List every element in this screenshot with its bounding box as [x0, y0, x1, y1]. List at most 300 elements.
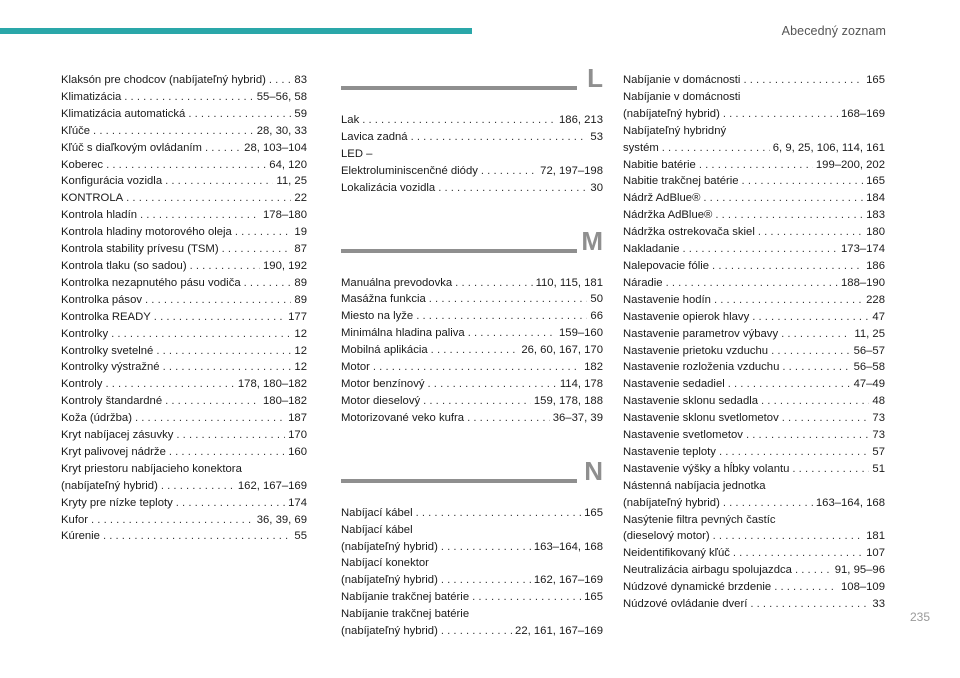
index-term: Kontroly štandardné [61, 395, 163, 408]
page-reference-link[interactable]: 173–174 [841, 243, 885, 256]
page-reference-link[interactable]: 19 [294, 226, 307, 239]
page-reference-link[interactable]: 190, 192 [263, 259, 307, 272]
dot-leader [441, 539, 531, 556]
dot-leader [728, 376, 851, 393]
page-header-title: Abecedný zoznam [781, 24, 886, 38]
dot-leader [662, 140, 770, 157]
index-term: (nabíjateľný hybrid) [61, 479, 158, 492]
dot-leader [743, 72, 863, 89]
page-reference-link[interactable]: 174 [288, 496, 307, 509]
dot-leader [373, 359, 581, 376]
page-reference-link[interactable]: 181 [866, 530, 885, 543]
index-entry [61, 512, 307, 529]
index-entry-line [623, 292, 885, 309]
index-entry [61, 258, 307, 275]
index-entry [623, 478, 885, 512]
index-entry [623, 562, 885, 579]
index-term: Nasýtenie filtra pevných častíc [623, 513, 776, 526]
dot-leader [723, 495, 813, 512]
index-term: Nalepovacie fólie [623, 259, 710, 272]
index-entry [623, 123, 885, 157]
page-reference-link[interactable]: 159, 178, 188 [533, 394, 603, 407]
page-reference-link[interactable]: 110, 115, 181 [535, 276, 603, 289]
page-reference-link[interactable]: 12 [294, 361, 307, 374]
index-entry-line [61, 376, 307, 393]
dot-leader [235, 224, 292, 241]
index-term: Kontrolky svetelné [61, 344, 154, 357]
index-entry-line [623, 241, 885, 258]
dot-leader [429, 291, 588, 308]
index-term: KONTROLA [61, 192, 124, 205]
page-reference-link[interactable]: 177 [288, 310, 307, 323]
dot-leader [699, 157, 813, 174]
index-term: Neutralizácia airbagu spolujazdca [623, 564, 792, 577]
index-entry-line [341, 623, 603, 640]
index-entry [61, 326, 307, 343]
page-reference-link[interactable]: 186, 213 [559, 114, 603, 126]
index-entry [61, 89, 307, 106]
index-term: Nakladanie [623, 243, 680, 256]
index-entry-line [341, 146, 603, 163]
index-entry-line [623, 427, 885, 444]
index-term: Kryt palivovej nádrže [61, 445, 166, 458]
index-entry [623, 376, 885, 393]
dot-leader [441, 572, 531, 589]
index-term: Kľúč s diaľkovým ovládaním [61, 141, 202, 154]
page-reference-link[interactable]: 6, 9, 25, 106, 114, 161 [772, 141, 885, 154]
index-term: Nastavenie opierok hlavy [623, 310, 750, 323]
page-reference-link[interactable]: 182 [584, 361, 603, 374]
page-reference-link[interactable]: 91, 95–96 [834, 564, 885, 577]
index-section [341, 455, 603, 640]
page-reference-link[interactable]: 28, 103–104 [244, 141, 307, 154]
index-entry [61, 528, 307, 545]
dot-leader [733, 545, 863, 562]
dot-leader [752, 309, 869, 326]
page-reference-link[interactable]: 59 [294, 107, 307, 120]
dot-leader [714, 292, 863, 309]
page-reference-link[interactable]: 83 [294, 74, 307, 86]
page-reference-link[interactable]: 53 [590, 130, 603, 143]
index-entry-line [61, 173, 307, 190]
dot-leader [781, 326, 851, 343]
index-term: Nádržka AdBlue® [623, 209, 713, 222]
index-term: Mobilná aplikácia [341, 344, 428, 357]
page-reference-link[interactable]: 89 [294, 293, 307, 306]
index-entry-line [341, 308, 603, 325]
index-entry-line [61, 140, 307, 157]
index-column-1 [61, 72, 307, 545]
index-entry [341, 180, 603, 197]
dot-leader [111, 326, 291, 343]
page-reference-link[interactable]: 26, 60, 167, 170 [521, 344, 603, 357]
page-reference-link[interactable]: 48 [872, 395, 885, 408]
index-term: (nabíjateľný hybrid) [341, 540, 438, 553]
index-term: Nabíjanie v domácnosti [623, 90, 741, 103]
index-term: Kontrola hladiny motorového oleja [61, 226, 232, 239]
index-entry [623, 224, 885, 241]
page-reference-link[interactable]: 57 [872, 445, 885, 458]
index-entry-line [623, 410, 885, 427]
page-reference-link[interactable]: 162, 167–169 [533, 574, 603, 587]
page-reference-link[interactable]: 56–57 [853, 344, 885, 357]
index-entry-line [61, 444, 307, 461]
page-reference-link[interactable]: 178, 180–182 [237, 378, 307, 391]
index-entry [61, 376, 307, 393]
index-entry-line [61, 106, 307, 123]
index-section [341, 225, 603, 427]
section-letter: M [581, 225, 603, 256]
index-term: Nastavenie hodín [623, 293, 711, 306]
index-term: Nabíjací kábel [341, 523, 413, 536]
index-entry [341, 393, 603, 410]
index-term: Núdzové ovládanie dverí [623, 598, 748, 611]
index-entry [623, 173, 885, 190]
index-entry [623, 258, 885, 275]
index-term: Nádržka ostrekovača skiel [623, 226, 755, 239]
index-term: Masážna funkcia [341, 293, 426, 306]
index-term: Náradie [623, 276, 663, 289]
page-reference-link[interactable]: 108–109 [841, 581, 885, 594]
index-term: Neidentifikovaný kľúč [623, 547, 730, 560]
index-term: Kontroly [61, 378, 103, 391]
dot-leader [222, 241, 292, 258]
page-reference-link[interactable]: 12 [294, 327, 307, 340]
index-term: Nastavenie rozloženia vzduchu [623, 361, 780, 374]
dot-leader [467, 410, 550, 427]
index-term: Motor [341, 361, 370, 374]
index-term: Konfigurácia vozidla [61, 175, 163, 188]
index-entry-line [623, 579, 885, 596]
page-reference-link[interactable]: 36–37, 39 [552, 411, 603, 424]
index-entry-line [341, 359, 603, 376]
page-reference-link[interactable]: 199–200, 202 [815, 158, 885, 171]
page-reference-link[interactable]: 73 [872, 429, 885, 442]
index-term: (nabíjateľný hybrid) [623, 496, 720, 509]
page-reference-link[interactable]: 11, 25 [854, 327, 885, 340]
dot-leader [106, 157, 266, 174]
dot-leader [771, 343, 851, 360]
page-reference-link[interactable]: 87 [294, 243, 307, 256]
dot-leader [145, 292, 291, 309]
index-entry-line [341, 275, 603, 292]
index-entry-line [341, 555, 603, 572]
page-number: 235 [909, 610, 930, 624]
index-entry-line [61, 72, 307, 89]
page-reference-link[interactable]: 64, 120 [269, 158, 307, 171]
index-entry [61, 241, 307, 258]
index-entry-line [341, 163, 603, 180]
index-term: Nastavenie parametrov výbavy [623, 327, 779, 340]
index-term: Nabíjací kábel [341, 506, 413, 519]
index-entry-line [341, 606, 603, 623]
page-reference-link[interactable]: 178–180 [263, 209, 307, 222]
page-reference-link[interactable]: 72, 197–198 [540, 164, 603, 177]
index-term: Motor benzínový [341, 377, 425, 390]
index-entry [341, 325, 603, 342]
dot-leader [165, 173, 273, 190]
dot-leader [423, 393, 531, 410]
dot-leader [774, 579, 838, 596]
page-reference-link[interactable]: 50 [590, 293, 603, 306]
index-entry [61, 393, 307, 410]
page-reference-link[interactable]: 163–164, 168 [533, 540, 603, 553]
index-entry-line [623, 157, 885, 174]
index-entry [61, 173, 307, 190]
index-entry [61, 207, 307, 224]
index-entry-line [61, 190, 307, 207]
page-reference-link[interactable]: 55 [294, 530, 307, 543]
section-divider [341, 249, 577, 253]
index-entry-line [623, 343, 885, 360]
dot-leader [795, 562, 832, 579]
index-entry-line [341, 589, 603, 606]
index-entry-line [61, 258, 307, 275]
index-entry-line [623, 275, 885, 292]
index-term: systém [623, 141, 659, 154]
page-reference-link[interactable]: 180–182 [263, 395, 307, 408]
index-entry [623, 512, 885, 546]
section-header [341, 63, 603, 108]
page-reference-link[interactable]: 180 [866, 226, 885, 239]
index-entry-line [623, 326, 885, 343]
index-term: Núdzové dynamické brzdenie [623, 581, 772, 594]
dot-leader [93, 123, 254, 140]
page-reference-link[interactable]: 114, 178 [559, 377, 603, 390]
index-entry [341, 112, 603, 129]
page-reference-link[interactable]: 89 [294, 276, 307, 289]
page-reference-link[interactable]: 162, 167–169 [237, 479, 307, 492]
page-reference-link[interactable]: 165 [584, 591, 603, 604]
index-entry [341, 308, 603, 325]
index-entry [61, 461, 307, 495]
index-term: Nádrž AdBlue® [623, 192, 701, 205]
index-term: Elektroluminiscenčné diódy [341, 164, 478, 177]
page-reference-link[interactable]: 73 [872, 412, 885, 425]
dot-leader [481, 163, 537, 180]
index-entry [61, 410, 307, 427]
index-term: Nástenná nabíjacia jednotka [623, 479, 766, 492]
index-entry-line [341, 522, 603, 539]
page-reference-link[interactable]: 30 [590, 181, 603, 194]
index-entry-line [61, 241, 307, 258]
index-entry [341, 606, 603, 640]
index-entry-line [623, 444, 885, 461]
index-entry-line [623, 562, 885, 579]
dot-leader [154, 309, 285, 326]
index-entry-line [61, 343, 307, 360]
page-reference-link[interactable]: 22, 161, 167–169 [515, 625, 603, 638]
dot-leader [269, 72, 292, 89]
index-entry-line [61, 224, 307, 241]
page-reference-link[interactable]: 186 [866, 259, 885, 272]
index-entry [341, 555, 603, 589]
page-reference-link[interactable]: 160 [288, 445, 307, 458]
dot-leader [438, 180, 587, 197]
index-entry-line [61, 512, 307, 529]
index-term: Kľúče [61, 124, 91, 137]
page-reference-link[interactable]: 51 [872, 462, 885, 475]
index-term: Lak [341, 114, 360, 126]
page-reference-link[interactable]: 22 [294, 192, 307, 205]
index-entry [341, 359, 603, 376]
index-entry [61, 157, 307, 174]
page-reference-link[interactable]: 12 [294, 344, 307, 357]
index-entry-line [61, 461, 307, 478]
index-entry [623, 343, 885, 360]
index-term: Lavica zadná [341, 130, 408, 143]
index-term: Nastavenie teploty [623, 445, 716, 458]
index-entry-line [623, 309, 885, 326]
page-reference-link[interactable]: 168–169 [841, 107, 885, 120]
index-entry-line [623, 393, 885, 410]
index-entry-line [623, 72, 885, 89]
index-term: Kontrolky výstražné [61, 361, 160, 374]
dot-leader [428, 376, 557, 393]
index-term: Kryt nabíjacej zásuvky [61, 429, 174, 442]
page-reference-link[interactable]: 163–164, 168 [815, 496, 885, 509]
dot-leader [468, 325, 556, 342]
index-entry [623, 359, 885, 376]
index-term: Kontrolka READY [61, 310, 151, 323]
index-entry-line [341, 539, 603, 556]
index-entry-line [623, 224, 885, 241]
dot-leader [683, 241, 838, 258]
index-entry-line [623, 123, 885, 140]
dot-leader [163, 359, 292, 376]
index-entry [623, 461, 885, 478]
index-term: Manuálna prevodovka [341, 276, 453, 289]
page-reference-link[interactable]: 11, 25 [276, 175, 307, 188]
dot-leader [416, 308, 587, 325]
index-term: Nabitie batérie [623, 158, 696, 171]
index-entry [623, 427, 885, 444]
index-entry [61, 275, 307, 292]
page-reference-link[interactable]: 170 [288, 429, 307, 442]
index-term: Klimatizácia automatická [61, 107, 186, 120]
dot-leader [472, 589, 581, 606]
index-entry [623, 89, 885, 123]
dot-leader [126, 190, 291, 207]
index-term: Nabíjanie v domácnosti [623, 74, 741, 86]
index-entry [623, 157, 885, 174]
index-term: Nabitie trakčnej batérie [623, 175, 739, 188]
index-term: (nabíjateľný hybrid) [623, 107, 720, 120]
index-entry [623, 292, 885, 309]
index-section [341, 63, 603, 197]
index-term: Kufor [61, 513, 89, 526]
index-entry-line [623, 359, 885, 376]
page-reference-link[interactable]: 36, 39, 69 [256, 513, 307, 526]
index-entry-line [61, 123, 307, 140]
dot-leader [416, 505, 582, 522]
dot-leader [411, 129, 588, 146]
dot-leader [188, 106, 291, 123]
index-term: (nabíjateľný hybrid) [341, 625, 438, 638]
page-reference-link[interactable]: 188–190 [841, 276, 885, 289]
dot-leader [205, 140, 241, 157]
index-entry-line [341, 180, 603, 197]
index-entry [623, 545, 885, 562]
index-term: Nastavenie prietoku vzduchu [623, 344, 769, 357]
page-reference-link[interactable]: 47–49 [853, 378, 885, 391]
page-reference-link[interactable]: 159–160 [559, 327, 603, 340]
page-reference-link[interactable]: 56–58 [853, 361, 885, 374]
dot-leader [782, 410, 870, 427]
page-reference-link[interactable]: 165 [866, 175, 885, 188]
section-divider [341, 479, 577, 483]
index-term: Kontrola tlaku (so sadou) [61, 259, 187, 272]
index-entry [61, 343, 307, 360]
index-term: Kontrolka nezapnutého pásu vodiča [61, 276, 241, 289]
index-entry [61, 123, 307, 140]
index-term: Nabíjanie trakčnej batérie [341, 591, 470, 604]
index-entry-line [341, 112, 603, 129]
page-reference-link[interactable]: 47 [872, 310, 885, 323]
page-reference-link[interactable]: 66 [590, 310, 603, 323]
index-entry-line [341, 393, 603, 410]
index-term: Kontrolky [61, 327, 109, 340]
index-entry-line [623, 173, 885, 190]
dot-leader [156, 343, 291, 360]
index-entry [623, 275, 885, 292]
page-reference-link[interactable]: 33 [872, 598, 885, 611]
index-entry [61, 106, 307, 123]
index-term: Kryty pre nízke teploty [61, 496, 173, 509]
page-reference-link[interactable]: 28, 30, 33 [256, 124, 307, 137]
page-reference-link[interactable]: 165 [866, 74, 885, 86]
page-reference-link[interactable]: 187 [288, 412, 307, 425]
dot-leader [362, 112, 556, 129]
index-entry [61, 359, 307, 376]
index-term: Kontrola hladín [61, 209, 137, 222]
index-entry [61, 427, 307, 444]
page-reference-link[interactable]: 107 [866, 547, 885, 560]
index-entry [623, 72, 885, 89]
index-term: Lokalizácia vozidla [341, 181, 436, 194]
index-column-3 [623, 72, 885, 613]
dot-leader [723, 106, 838, 123]
index-entry-line [341, 505, 603, 522]
page-reference-link[interactable]: 228 [866, 293, 885, 306]
index-entry-line [623, 89, 885, 106]
dot-leader [455, 275, 532, 292]
index-term: Nastavenie svetlometov [623, 429, 743, 442]
dot-leader [712, 258, 863, 275]
page-reference-link[interactable]: 184 [866, 192, 885, 205]
section-header [341, 455, 603, 501]
index-entry [623, 241, 885, 258]
dot-leader [124, 89, 253, 106]
index-entry-line [623, 258, 885, 275]
page-reference-link[interactable]: 55–56, 58 [256, 90, 307, 103]
index-entry [61, 224, 307, 241]
index-term: Kúrenie [61, 530, 100, 543]
page-reference-link[interactable]: 183 [866, 209, 885, 222]
index-term: Nastavenie sklonu sedadla [623, 395, 759, 408]
dot-leader [713, 528, 864, 545]
index-entry [341, 146, 603, 180]
section-divider [341, 86, 577, 90]
page-reference-link[interactable]: 165 [584, 506, 603, 519]
dot-leader [91, 512, 254, 529]
index-entry [341, 505, 603, 522]
index-term: Kontrolka pásov [61, 293, 143, 306]
dot-leader [666, 275, 838, 292]
index-entry-line [341, 376, 603, 393]
dot-leader [140, 207, 260, 224]
index-term: Kryt priestoru nabíjacieho konektora [61, 462, 242, 475]
